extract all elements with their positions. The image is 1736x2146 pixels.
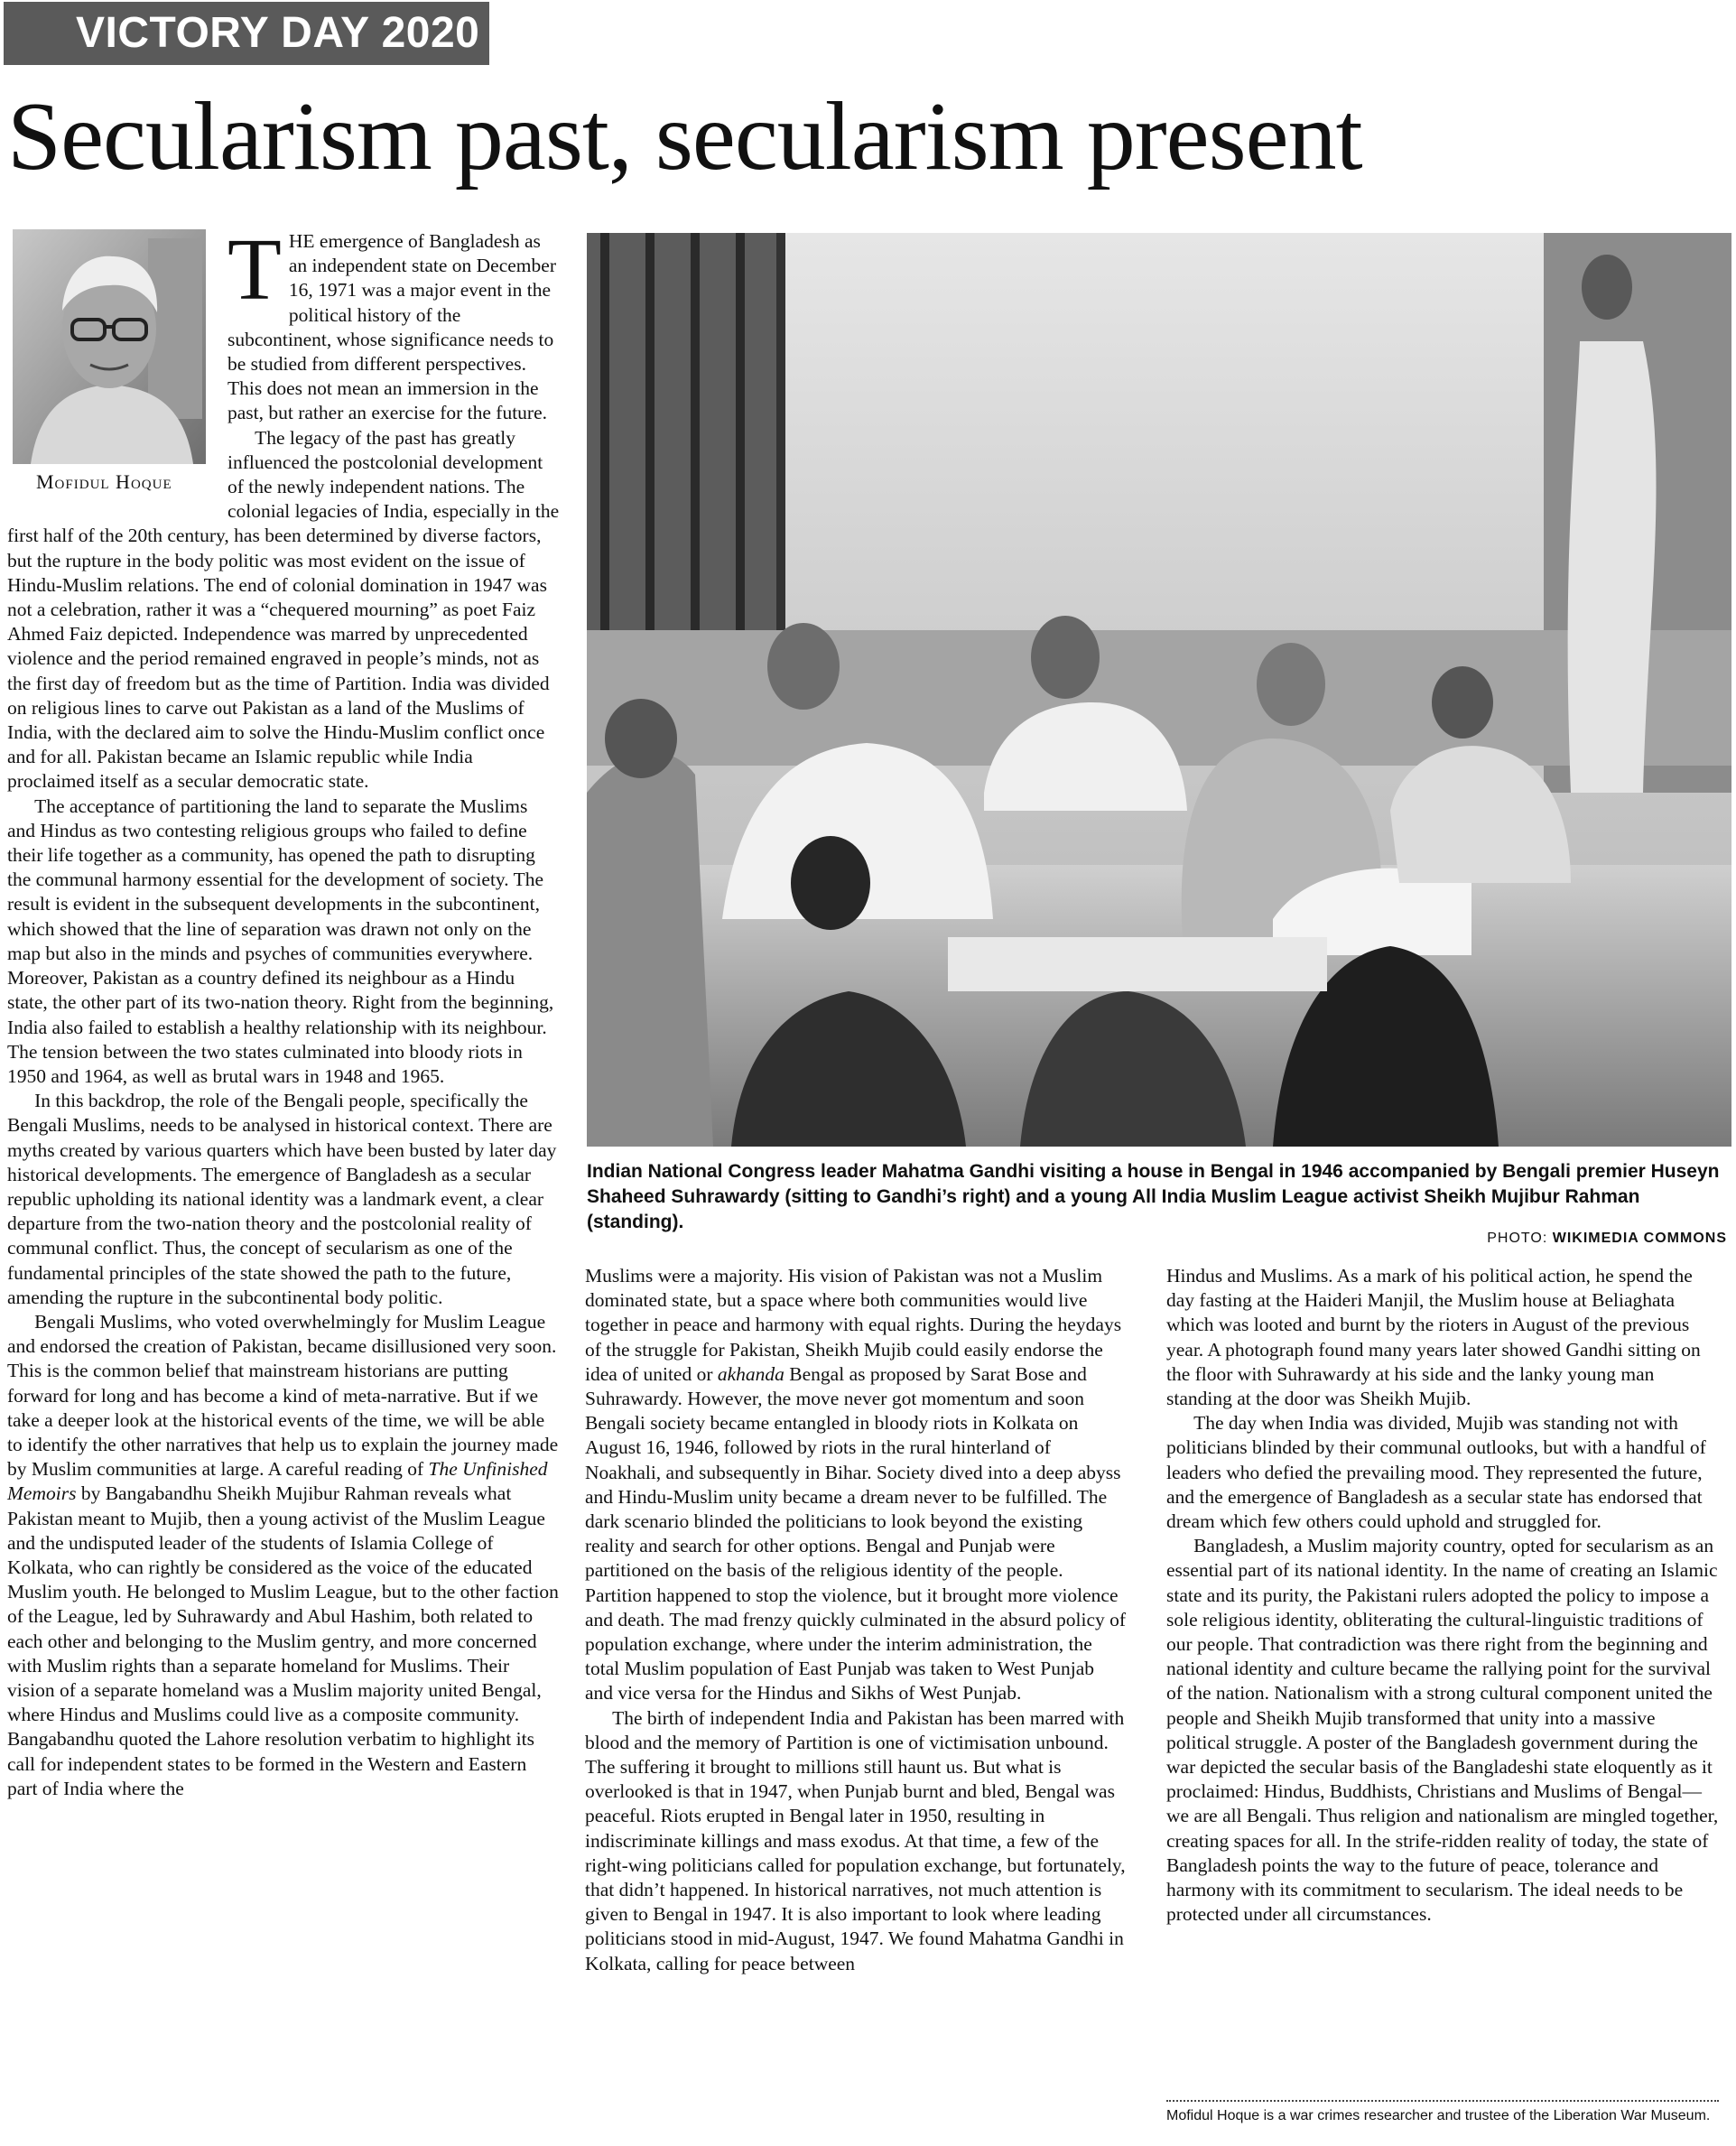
article-paragraph: Bangabandhu quoted the Lahore resolution verbatim to highlight its call for independent states to be formed in the Western and Eastern part of India where the <box>7 1728 534 1799</box>
italic-word: akhanda <box>717 1362 784 1385</box>
article-column-2 <box>585 1264 1127 1976</box>
drop-cap: T <box>227 221 282 319</box>
article-paragraph: Bangladesh, a Muslim majority country, opted for secularism as an essential part of its national identity. In the name of creating an Islamic state and its purity, the Pakistani rulers adopted the policy to impose a sole religious identity, obliterating the cultural-linguistic traditions of our people. That contradiction was there right from the beginning and national identity and culture became the rallying point for the survival of the nation. Nationalism with a strong cultural component united the people and Sheikh Mujib transformed that unity into a massive political struggle. A poster of the Bangladesh government during the war depicted the secular basis of the Bangladeshi state eloquently as it proclaimed: Hindus, Buddhists, Christians and Muslims of Bengal—we are all Bengali. Thus religion and nationalism are mingled together, creating spaces for all. In the strife-ridden reality of today, the state of Bangladesh points the way to the future of peace, tolerance and harmony with its commitment to secularism. The ideal needs to be protected under all circumstances. <box>1166 1535 1719 1926</box>
photo-credit: PHOTO: WIKIMEDIA COMMONS <box>1487 1231 1727 1246</box>
article-paragraph: The birth of independent India and Pakistan has been marred with blood and the memory of Partition is one of victimisation unbound. The suffering it brought to millions still haunt us. But what is overlooked is that in 1947, when Punjab burnt and bled, Bengal was peaceful. Riots erupted in Bengal later in 1950, resulting in indiscriminate killings and mass exodus. At that time, a few of the right-wing politicians called for population exchange, but fortunately, that didn’t happened. In historical narratives, not much attention is given to Bengal in 1947. It is also important to look where leading politicians stood in mid-August, 1947. We found Mahatma Gandhi in Kolkata, calling for peace between <box>585 1706 1126 1974</box>
article-column-3 <box>1166 1264 1719 1927</box>
article-column-1 <box>7 221 560 1801</box>
article-paragraph: Bengali Muslims, who voted overwhelmingly for Muslim League and endorsed the creation of Pakistan, became disillusioned very soon. This is the common belief that mainstream historians are putting forward for long and has become a kind of meta-narrative. But if we take a deeper look at the historical events of the time, we will be able to identify the other narratives that help us to explain the journey made by Muslim communities at large. A careful reading of The Unfinished Memoirs by Bangabandhu Sheikh Mujibur Rahman reveals what Pakistan meant to Mujib, then a young activist of the Muslim League and the undisputed leader of the students of Islamia College of Kolkata, who can rightly be considered as the voice of the educated Muslim youth. He belonged to Muslim League, but to the other faction of the League, led by Suhrawardy and Abul Hashim, both related to each other and belonging to the Muslim gentry, and more concerned with Muslim rights than a separate homeland for Muslims. Their vision of a separate homeland was a Muslim majority united Bengal, where Hindus and Muslims could live as a composite community. <box>7 1310 559 1726</box>
article-paragraph: THE emergence of Bangladesh as an independent state on December 16, 1971 was a major event in the political history of the subcontinent, whose significance needs to be studied from different perspectives. This does not mean an immersion in the past, but rather an exercise for the future. <box>227 221 556 424</box>
author-bio: Mofidul Hoque is a war crimes researcher and trustee of the Liberation War Museum. <box>1166 2100 1719 2125</box>
article-paragraph: In this backdrop, the role of the Bengali people, specifically the Bengali Muslims, needs to be analysed in historical context. There are myths created by various quarters which have been busted by later day historical developments. The emergence of Bangladesh as a secular republic upholding its national identity was a landmark event, a clear departure from the two-nation theory and the postcolonial reality of communal conflict. Thus, the concept of secularism as one of the fundamental principles of the state showed the path to the future, amending the rupture in the subcontinental body politic. <box>7 1090 557 1308</box>
article-paragraph: The legacy of the past has greatly influenced the postcolonial development of the newly independent nations. The colonial legacies of India, especially in the first half of the 20th century, has been determined by diverse factors, but the rupture in the body politic was most evident on the issue of Hindu-Muslim relations. The end of colonial domination in 1947 was not a celebration, rather it was a “chequered mourning” as poet Faiz Ahmed Faiz depicted. Independence was marred by unprecedented violence and the period remained engraved in people’s minds, not as the first day of freedom but as the time of Partition. India was divided on religious lines to carve out Pakistan as a land of the Muslims of India, with the declared aim to solve the Hindu-Muslim conflict once and for all. Pakistan became an Islamic republic while India proclaimed itself as a secular democratic state. <box>7 426 560 793</box>
author-box <box>0 229 217 500</box>
book-title: The Unfinished Memoirs <box>7 1458 548 1505</box>
headline: Secularism past, secularism present <box>7 83 1362 190</box>
article-paragraph: The day when India was divided, Mujib was standing not with politicians blinded by their communal outlooks, but with a handful of leaders who defied the prevailing mood. They represented the future, and the emergence of Bangladesh as a secular state has endorsed that dream which few others could uphold and struggled for. <box>1166 1412 1706 1533</box>
section-tag: VICTORY DAY 2020 <box>4 2 489 65</box>
photo-caption: Indian National Congress leader Mahatma Gandhi visiting a house in Bengal in 1946 accompanied by Bengali premier Huseyn Shaheed Suhrawardy (sitting to Gandhi’s right) and a young All India Muslim League activist Sheikh Mujibur Rahman (standing). <box>587 1161 1720 1232</box>
historic-photo <box>587 233 1731 1147</box>
article-paragraph: The acceptance of partitioning the land to separate the Muslims and Hindus as two contesting religious groups who failed to define their life together as a community, has opened the path to disrupting the communal harmony essential for the development of society. The result is evident in the subsequent developments in the subcontinent, which showed that the line of separation was drawn not only on the map but also in the minds and psyches of communities everywhere. Moreover, Pakistan as a country defined its neighbour as a Hindu state, the other part of its two-nation theory. Right from the beginning, India also failed to establish a healthy relationship with its neighbour. The tension between the two states culminated into bloody riots in 1950 and 1964, as well as brutal wars in 1948 and 1965. <box>7 794 554 1087</box>
article-paragraph: Muslims were a majority. His vision of Pakistan was not a Muslim dominated state, but a space where both communities would live together in peace and harmony with equal rights. During the heydays of the struggle for Pakistan, Sheikh Mujib could easily endorse the idea of united or akhanda Bengal as proposed by Sarat Bose and Suhrawardy. However, the move never got momentum and soon Bengali society became entangled in bloody riots in Kolkata on August 16, 1946, followed by riots in the rural hinterland of Noakhali, and subsequently in Bihar. Society dived into a deep abyss and Hindu-Muslim unity became a dream never to be fulfilled. The dark scenario blinded the politicians to look beyond the existing reality and search for other options. Bengal and Punjab were partitioned on the basis of the religious identity of the people. Partition happened to stop the violence, but it brought more violence and death. The mad frenzy quickly culminated in the absurd policy of population exchange, where under the interim administration, the total Muslim population of East Punjab was taken to West Punjab and vice versa for the Hindus and Sikhs of West Punjab. <box>585 1265 1127 1705</box>
article-paragraph: Hindus and Muslims. As a mark of his political action, he spend the day fasting at the Haideri Manjil, the Muslim house at Beliaghata which was looted and burnt by the rioters in August of the previous year. A photograph found many years later showed Gandhi sitting on the floor with Suhrawardy at his side and the lanky young man standing at the door was Sheikh Mujib. <box>1166 1265 1701 1410</box>
author-name: Mofidul Hoque <box>36 470 172 493</box>
author-photo <box>13 229 206 464</box>
